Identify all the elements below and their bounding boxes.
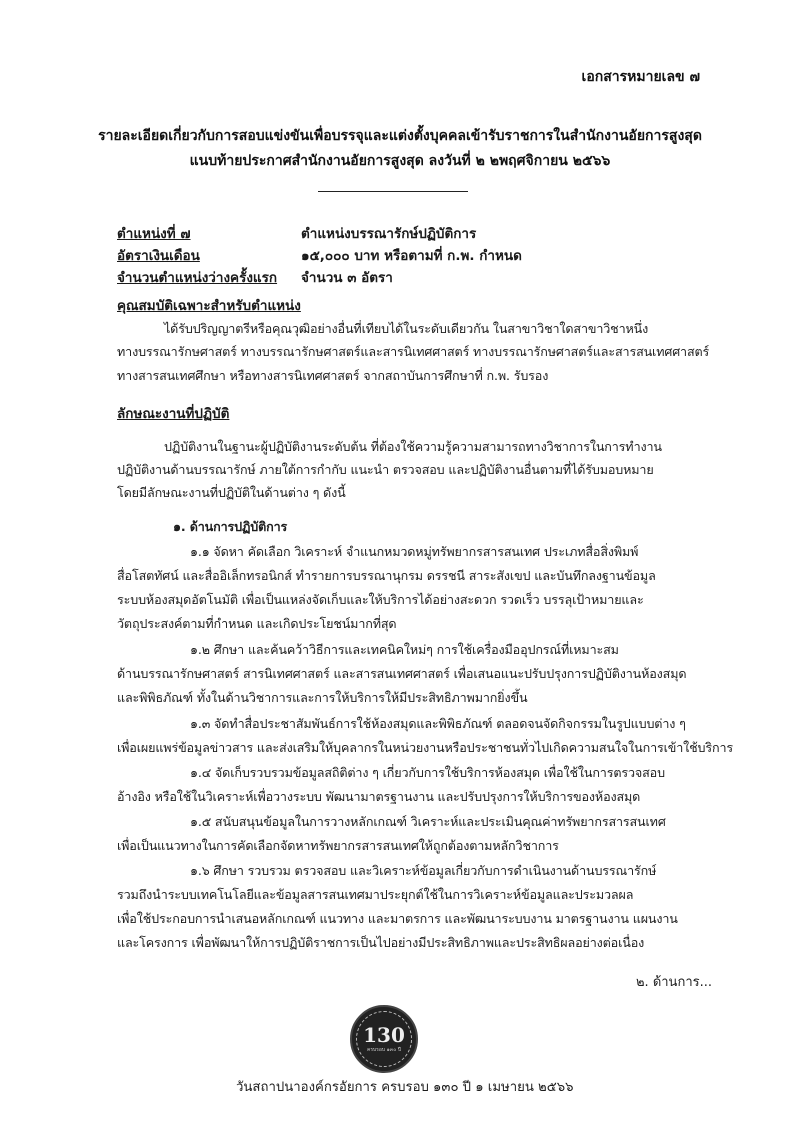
item-1-1-line: วัตถุประสงค์ตามที่กำหนด และเกิดประโยชน์มากที่สุด: [117, 616, 397, 631]
job-intro-line: ปฏิบัติงานในฐานะผู้ปฏิบัติงานระดับต้น ที่ต้องใช้ความรู้ความสามารถทางวิชาการในการทำงาน: [164, 439, 662, 454]
footer-text: วันสถาปนาองค์กรอัยการ ครบรอบ ๑๓๐ ปี ๑ เมษายน ๒๕๖๖: [236, 1080, 574, 1095]
item-1-4-line: อ้างอิง หรือใช้ในวิเคราะห์เพื่อวางระบบ พัฒนามาตรฐานงาน และปรับปรุงการให้บริการของห้องสมุด: [117, 789, 641, 804]
qualifications-heading: คุณสมบัติเฉพาะสำหรับตำแหน่ง: [117, 298, 301, 314]
document-title-line-2: แนบท้ายประกาศสำนักงานอัยการสูงสุด ลงวันที่ ๒ ๒พฤศจิกายน ๒๕๖๖: [189, 153, 611, 169]
info-value: ตำแหน่งบรรณารักษ์ปฏิบัติการ: [301, 226, 477, 242]
document-number: เอกสารหมายเลข ๗: [581, 69, 700, 85]
item-1-6-line: และโครงการ เพื่อพัฒนาให้การปฏิบัติราชการเป็นไปอย่างมีประสิทธิภาพและประสิทธิผลอย่างต่อเนื่อง: [117, 935, 645, 950]
title-divider: [318, 191, 468, 192]
item-1-1-line: สื่อโสตทัศน์ และสื่ออิเล็กทรอนิกส์ ทำรายการบรรณานุกรม ดรรชนี สาระสังเขป และบันทึกลงฐานข้อมูล: [117, 568, 656, 583]
job-intro-line: โดยมีลักษณะงานที่ปฏิบัติในด้านต่าง ๆ ดังนี้: [117, 485, 346, 500]
info-label: อัตราเงินเดือน: [117, 248, 200, 264]
item-1-6-line: รวมถึงนำระบบเทคโนโลยีและข้อมูลสารสนเทศมาประยุกต์ใช้ในการวิเคราะห์ข้อมูลและประมวลผล: [117, 887, 634, 902]
item-1-4-line: ๑.๔ จัดเก็บรวบรวมข้อมูลสถิติต่าง ๆ เกี่ยวกับการใช้บริการห้องสมุด เพื่อใช้ในการตรวจสอบ: [190, 765, 665, 780]
item-1-3-line: เพื่อเผยแพร่ข้อมูลข่าวสาร และส่งเสริมให้บุคลากรในหน่วยงานหรือประชาชนทั่วไปเกิดความสนใจในการเข้าใช้บริการ: [117, 740, 734, 755]
continuation-text: ๒. ด้านการ...: [635, 975, 712, 990]
item-1-6-line: เพื่อใช้ประกอบการนำเสนอหลักเกณฑ์ แนวทาง และมาตรการ และพัฒนาระบบงาน มาตรฐานงาน แผนงาน: [117, 911, 678, 926]
item-1-1-line: ๑.๑ จัดหา คัดเลือก วิเคราะห์ จำแนกหมวดหมู่ทรัพยากรสารสนเทศ ประเภทสื่อสิ่งพิมพ์: [190, 544, 639, 559]
job-description-heading: ลักษณะงานที่ปฏิบัติ: [117, 406, 230, 422]
info-value: ๑๕,๐๐๐ บาท หรือตามที่ ก.พ. กำหนด: [301, 248, 522, 264]
info-value: จำนวน ๓ อัตรา: [301, 270, 393, 286]
logo-inner-ring: [356, 1011, 412, 1067]
item-1-2-line: ๑.๒ ศึกษา และค้นคว้าวิธีการและเทคนิคใหม่ๆ การใช้เครื่องมืออุปกรณ์ที่เหมาะสม: [190, 642, 619, 657]
logo-caption: ครบรอบ ๑๓๐ ปี: [366, 1047, 402, 1053]
item-1-1-line: ระบบห้องสมุดอัตโนมัติ เพื่อเป็นแหล่งจัดเก็บและให้บริการได้อย่างสะดวก รวดเร็ว บรรลุเป้าหมายและ: [117, 592, 644, 607]
qualification-line: ทางบรรณารักษศาสตร์ ทางบรรณารักษศาสตร์และสารนิเทศศาสตร์ ทางบรรณารักษศาสตร์และสารสนเทศศาสตร์: [117, 344, 710, 359]
item-1-3-line: ๑.๓ จัดทำสื่อประชาสัมพันธ์การใช้ห้องสมุดและพิพิธภัณฑ์ ตลอดจนจัดกิจกรรมในรูปแบบต่าง ๆ: [190, 716, 686, 731]
item-1-6-line: ๑.๖ ศึกษา รวบรวม ตรวจสอบ และวิเคราะห์ข้อมูลเกี่ยวกับการดำเนินงานด้านบรรณารักษ์: [190, 863, 657, 878]
section-1-title: ๑. ด้านการปฏิบัติการ: [173, 519, 288, 534]
document-title-line-1: รายละเอียดเกี่ยวกับการสอบแข่งขันเพื่อบรรจุและแต่งตั้งบุคคลเข้ารับราชการในสำนักงานอัยการสูงสุด: [98, 128, 702, 144]
job-intro-line: ปฏิบัติงานด้านบรรณารักษ์ ภายใต้การกำกับ แนะนำ ตรวจสอบ และปฏิบัติงานอื่นตามที่ได้รับมอบหมาย: [117, 462, 654, 477]
info-label: ตำแหน่งที่ ๗: [117, 226, 191, 242]
item-1-2-line: และพิพิธภัณฑ์ ทั้งในด้านวิชาการและการให้บริการให้มีประสิทธิภาพมากยิ่งขึ้น: [117, 690, 528, 705]
anniversary-logo-icon: [350, 1005, 418, 1073]
item-1-5-line: เพื่อเป็นแนวทางในการคัดเลือกจัดหาทรัพยากรสารสนเทศให้ถูกต้องตามหลักวิชาการ: [117, 838, 559, 853]
item-1-2-line: ด้านบรรณารักษศาสตร์ สารนิเทศศาสตร์ และสารสนเทศศาสตร์ เพื่อเสนอแนะปรับปรุงการปฏิบัติงานห้องสมุด: [117, 666, 687, 681]
logo-number: 130: [363, 1023, 405, 1047]
qualification-line: ทางสารสนเทศศึกษา หรือทางสารนิเทศศาสตร์ จากสถาบันการศึกษาที่ ก.พ. รับรอง: [117, 368, 549, 383]
qualification-line: ได้รับปริญญาตรีหรือคุณวุฒิอย่างอื่นที่เทียบได้ในระดับเดียวกัน ในสาขาวิชาใดสาขาวิชาหนึ่ง: [164, 321, 649, 336]
info-label: จำนวนตำแหน่งว่างครั้งแรก: [117, 270, 278, 286]
item-1-5-line: ๑.๕ สนับสนุนข้อมูลในการวางหลักเกณฑ์ วิเคราะห์และประเมินคุณค่าทรัพยากรสารสนเทศ: [190, 814, 666, 829]
